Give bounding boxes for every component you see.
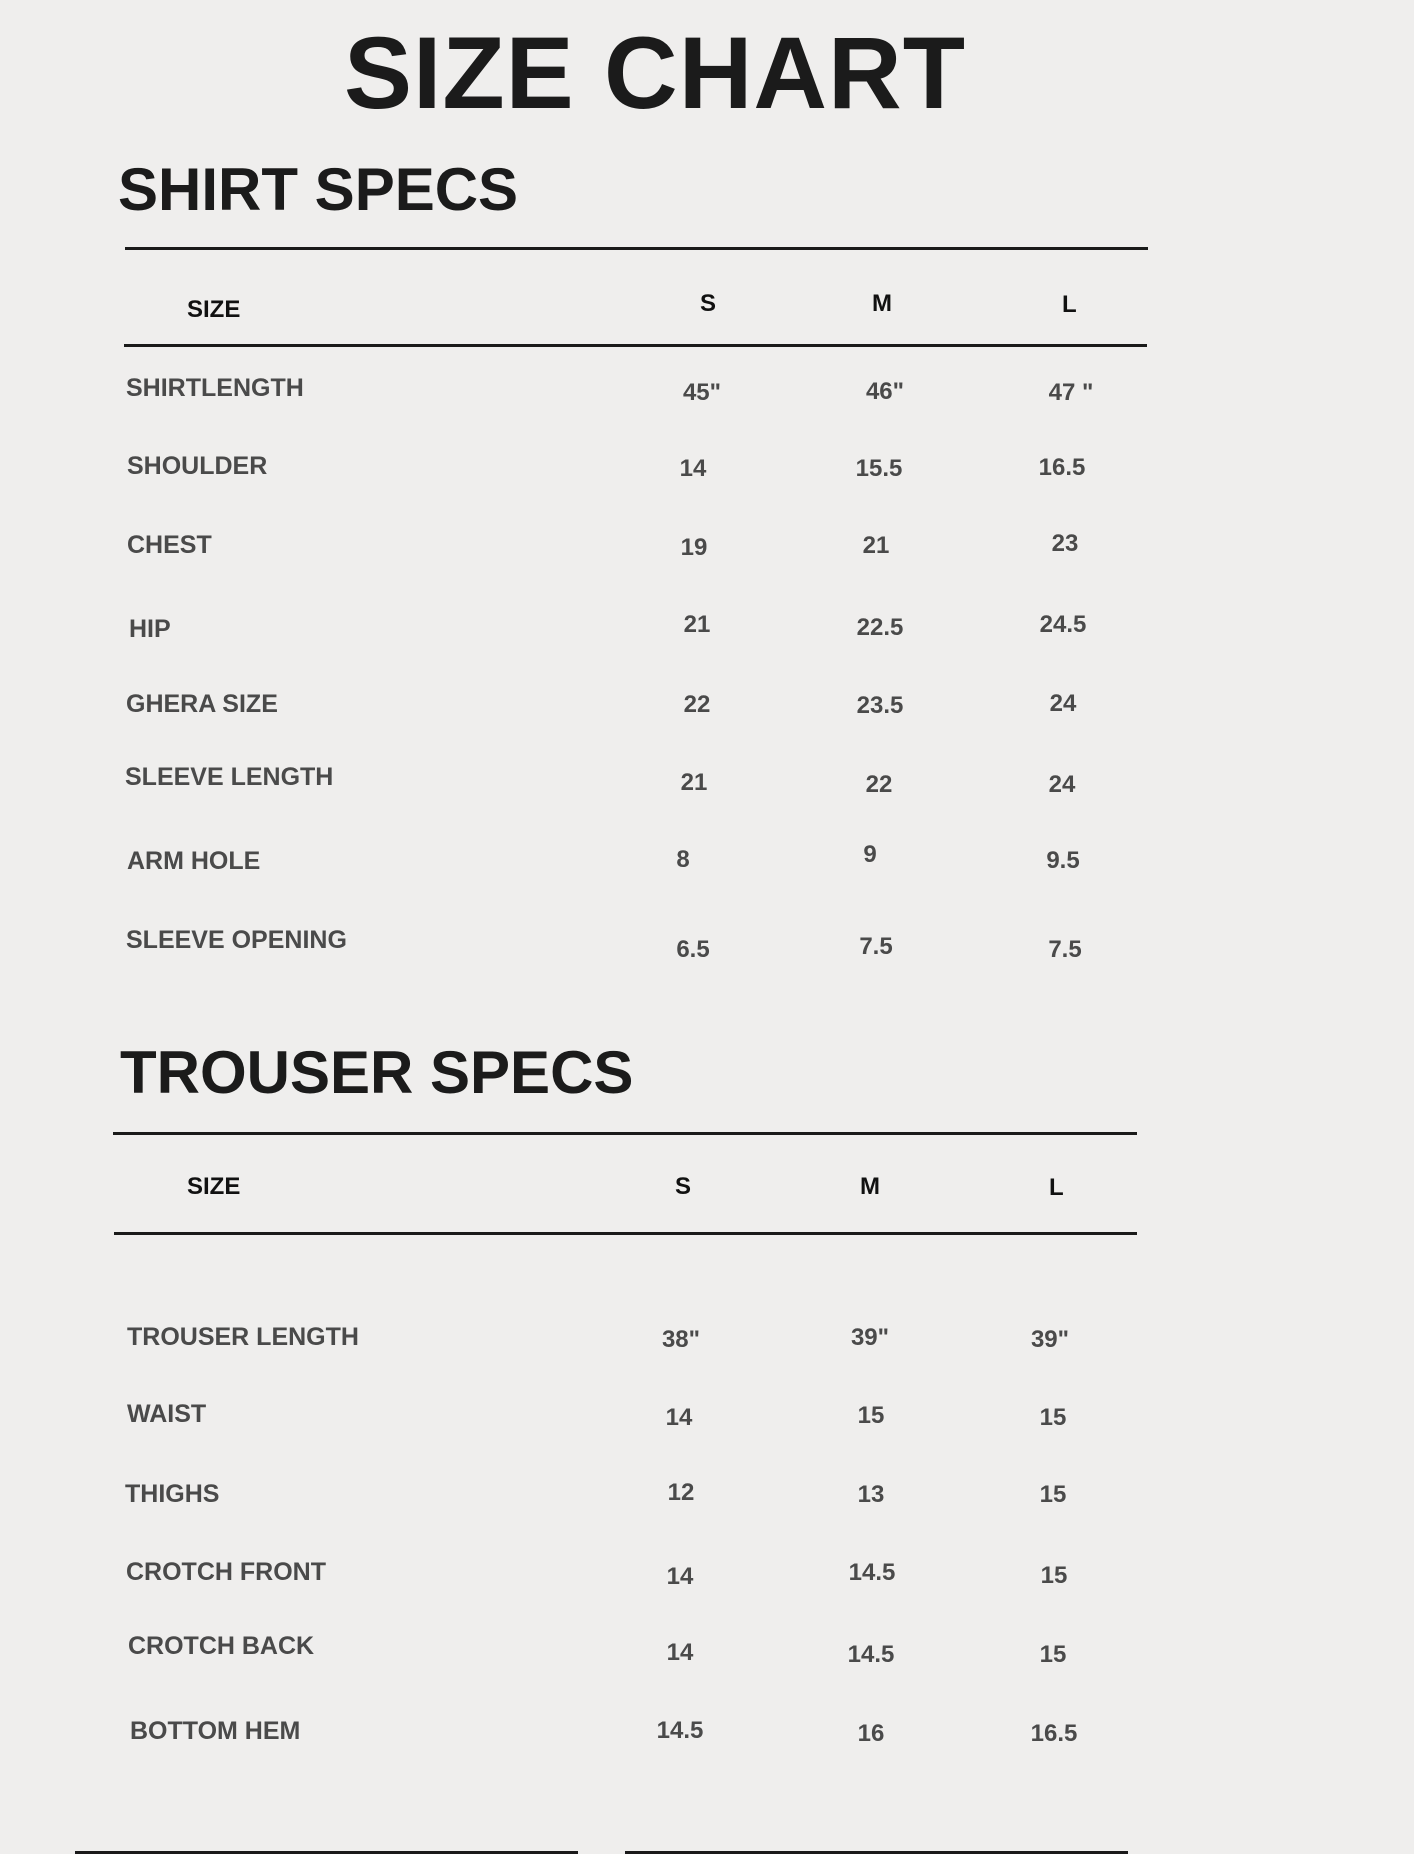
trouser-cell-l: 15 <box>1039 1641 1067 1668</box>
trouser-row-label: TROUSER LENGTH <box>127 1323 359 1351</box>
shirt-row-label: GHERA SIZE <box>126 690 278 718</box>
shirt-cell-m: 21 <box>862 532 890 559</box>
page-title: SIZE CHART <box>344 16 966 130</box>
shirt-row-label: SLEEVE OPENING <box>126 926 347 954</box>
trouser-specs-title: TROUSER SPECS <box>120 1039 634 1106</box>
shirt-row-label: CHEST <box>127 531 212 559</box>
trouser-row-label: CROTCH BACK <box>128 1632 315 1660</box>
trouser-cell-l: 16.5 <box>1030 1720 1078 1747</box>
shirt-cell-l: 47 " <box>1048 379 1094 406</box>
shirt-header-s: S <box>700 290 717 317</box>
shirt-cell-s: 14 <box>679 455 707 482</box>
shirt-table-header-rule <box>124 344 1147 347</box>
shirt-cell-s: 6.5 <box>676 936 710 963</box>
shirt-table-top-rule <box>125 247 1148 250</box>
shirt-cell-l: 24.5 <box>1039 611 1087 638</box>
shirt-cell-m: 46" <box>865 378 905 405</box>
trouser-header-size: SIZE <box>187 1173 241 1200</box>
trouser-cell-s: 38" <box>661 1326 701 1353</box>
trouser-cell-l: 39" <box>1030 1326 1070 1353</box>
shirt-row-label: SHIRTLENGTH <box>126 374 304 402</box>
shirt-cell-s: 21 <box>683 611 711 638</box>
trouser-row-label: THIGHS <box>125 1480 220 1508</box>
trouser-cell-m: 16 <box>857 1720 885 1747</box>
trouser-cell-l: 15 <box>1039 1404 1067 1431</box>
trouser-cell-m: 39" <box>850 1324 890 1351</box>
trouser-cell-m: 13 <box>857 1481 885 1508</box>
trouser-table-header-rule <box>114 1232 1137 1235</box>
trouser-row-label: WAIST <box>127 1400 207 1428</box>
trouser-cell-s: 14.5 <box>656 1717 704 1744</box>
trouser-header-l: L <box>1049 1174 1064 1201</box>
shirt-cell-s: 45" <box>682 379 722 406</box>
shirt-cell-l: 7.5 <box>1048 936 1082 963</box>
shirt-cell-m: 22 <box>865 771 893 798</box>
shirt-cell-m: 9 <box>863 841 877 868</box>
shirt-cell-s: 19 <box>680 534 708 561</box>
shirt-header-l: L <box>1062 291 1077 318</box>
shirt-cell-l: 24 <box>1048 771 1076 798</box>
trouser-cell-m: 14.5 <box>847 1641 895 1668</box>
trouser-row-label: BOTTOM HEM <box>130 1717 301 1745</box>
shirt-row-label: SLEEVE LENGTH <box>125 763 334 791</box>
shirt-cell-l: 16.5 <box>1038 454 1086 481</box>
shirt-row-label: HIP <box>129 615 171 643</box>
trouser-table-top-rule <box>113 1132 1137 1135</box>
shirt-specs-title: SHIRT SPECS <box>118 156 519 223</box>
shirt-row-label: ARM HOLE <box>127 847 261 875</box>
shirt-cell-l: 9.5 <box>1046 847 1080 874</box>
trouser-row-label: CROTCH FRONT <box>126 1558 326 1586</box>
trouser-header-m: M <box>860 1173 880 1200</box>
shirt-cell-l: 23 <box>1051 530 1079 557</box>
shirt-cell-m: 15.5 <box>855 455 903 482</box>
shirt-cell-m: 22.5 <box>856 614 904 641</box>
shirt-cell-l: 24 <box>1049 690 1077 717</box>
shirt-cell-m: 7.5 <box>859 933 893 960</box>
shirt-cell-s: 8 <box>676 846 690 873</box>
trouser-cell-s: 14 <box>666 1563 694 1590</box>
shirt-header-size: SIZE <box>187 296 241 323</box>
trouser-cell-m: 15 <box>857 1402 885 1429</box>
shirt-row-label: SHOULDER <box>127 452 268 480</box>
shirt-header-m: M <box>872 290 892 317</box>
shirt-cell-m: 23.5 <box>856 692 904 719</box>
trouser-cell-s: 12 <box>667 1479 695 1506</box>
shirt-cell-s: 22 <box>683 691 711 718</box>
trouser-cell-s: 14 <box>665 1404 693 1431</box>
trouser-header-s: S <box>675 1173 692 1200</box>
shirt-cell-s: 21 <box>680 769 708 796</box>
trouser-cell-s: 14 <box>666 1639 694 1666</box>
trouser-cell-l: 15 <box>1039 1481 1067 1508</box>
trouser-cell-l: 15 <box>1040 1562 1068 1589</box>
trouser-cell-m: 14.5 <box>848 1559 896 1586</box>
